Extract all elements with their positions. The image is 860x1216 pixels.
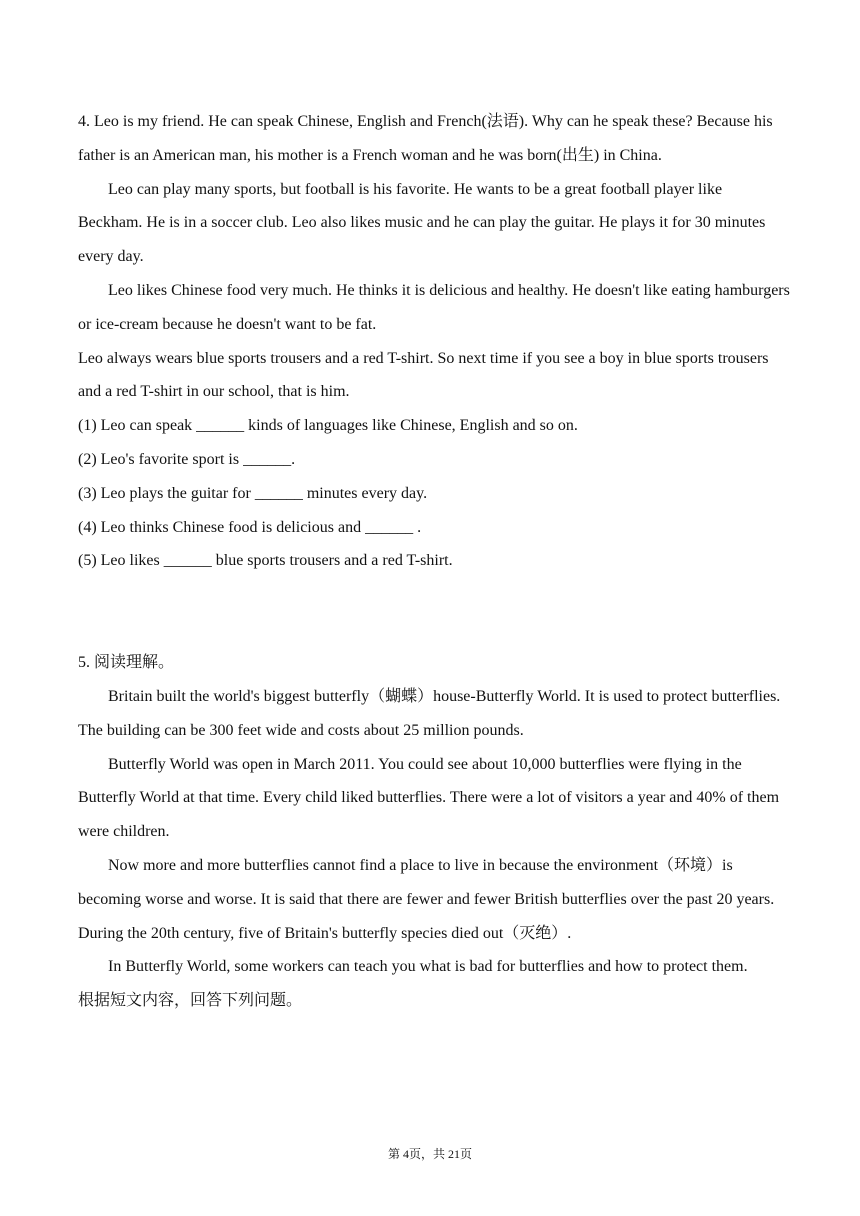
page-content	[78, 105, 790, 1018]
section-spacer	[78, 578, 790, 646]
q4-question-2: (2) Leo's favorite sport is ______.	[78, 450, 296, 468]
page-number-footer: 第 4页，共 21页	[387, 1147, 472, 1161]
q4-passage-paragraph-1: 4. Leo is my friend. He can speak Chinese, English and French(法语). Why can he speak these? Because his father is an American man, his mother is a French woman and he was born(出生) in China.	[78, 113, 773, 164]
q4-question-5: (5) Leo likes ______ blue sports trousers and a red T-shirt.	[78, 552, 453, 570]
q5-passage-paragraph-1: Britain built the world's biggest butterfly（蝴蝶）house-Butterfly World. It is used to protect butterflies. The building can be 300 feet wide and costs about 25 million pounds.	[78, 687, 781, 739]
q4-question-3: (3) Leo plays the guitar for ______ minutes every day.	[78, 484, 428, 502]
q5-passage-paragraph-3: Now more and more butterflies cannot find a place to live in because the environment（环境）is becoming worse and worse. It is said that there are fewer and fewer British butterflies over the past 20 years. During the 20th century, five of Britain's butterfly species died out（灭绝）.	[78, 856, 775, 942]
q4-question-1: (1) Leo can speak ______ kinds of languages like Chinese, English and so on.	[78, 417, 578, 435]
q4-passage-paragraph-3: Leo likes Chinese food very much. He thinks it is delicious and healthy. He doesn't like eating hamburgers or ice-cream because he doesn't want to be fat.	[78, 281, 790, 333]
q4-passage-paragraph-2: Leo can play many sports, but football is his favorite. He wants to be a great football player like Beckham. He is in a soccer club. Leo also likes music and he can play the guitar. He plays it for 30 minutes every day.	[78, 180, 766, 266]
q5-passage-paragraph-2: Butterfly World was open in March 2011. You could see about 10,000 butterflies were flying in the Butterfly World at that time. Every child liked butterflies. There were a lot of visitors a year and 40% of them were children.	[78, 755, 780, 841]
q5-instruction: 根据短文内容，回答下列问题。	[78, 992, 303, 1010]
q4-passage-paragraph-4: Leo always wears blue sports trousers and a red T-shirt. So next time if you see a boy in blue sports trousers and a red T-shirt in our school, that is him.	[78, 349, 769, 401]
q5-passage-paragraph-4: In Butterfly World, some workers can teach you what is bad for butterflies and how to protect them.	[108, 958, 748, 976]
q5-heading: 5. 阅读理解。	[78, 654, 175, 672]
q4-question-4: (4) Leo thinks Chinese food is delicious and ______ .	[78, 518, 422, 536]
